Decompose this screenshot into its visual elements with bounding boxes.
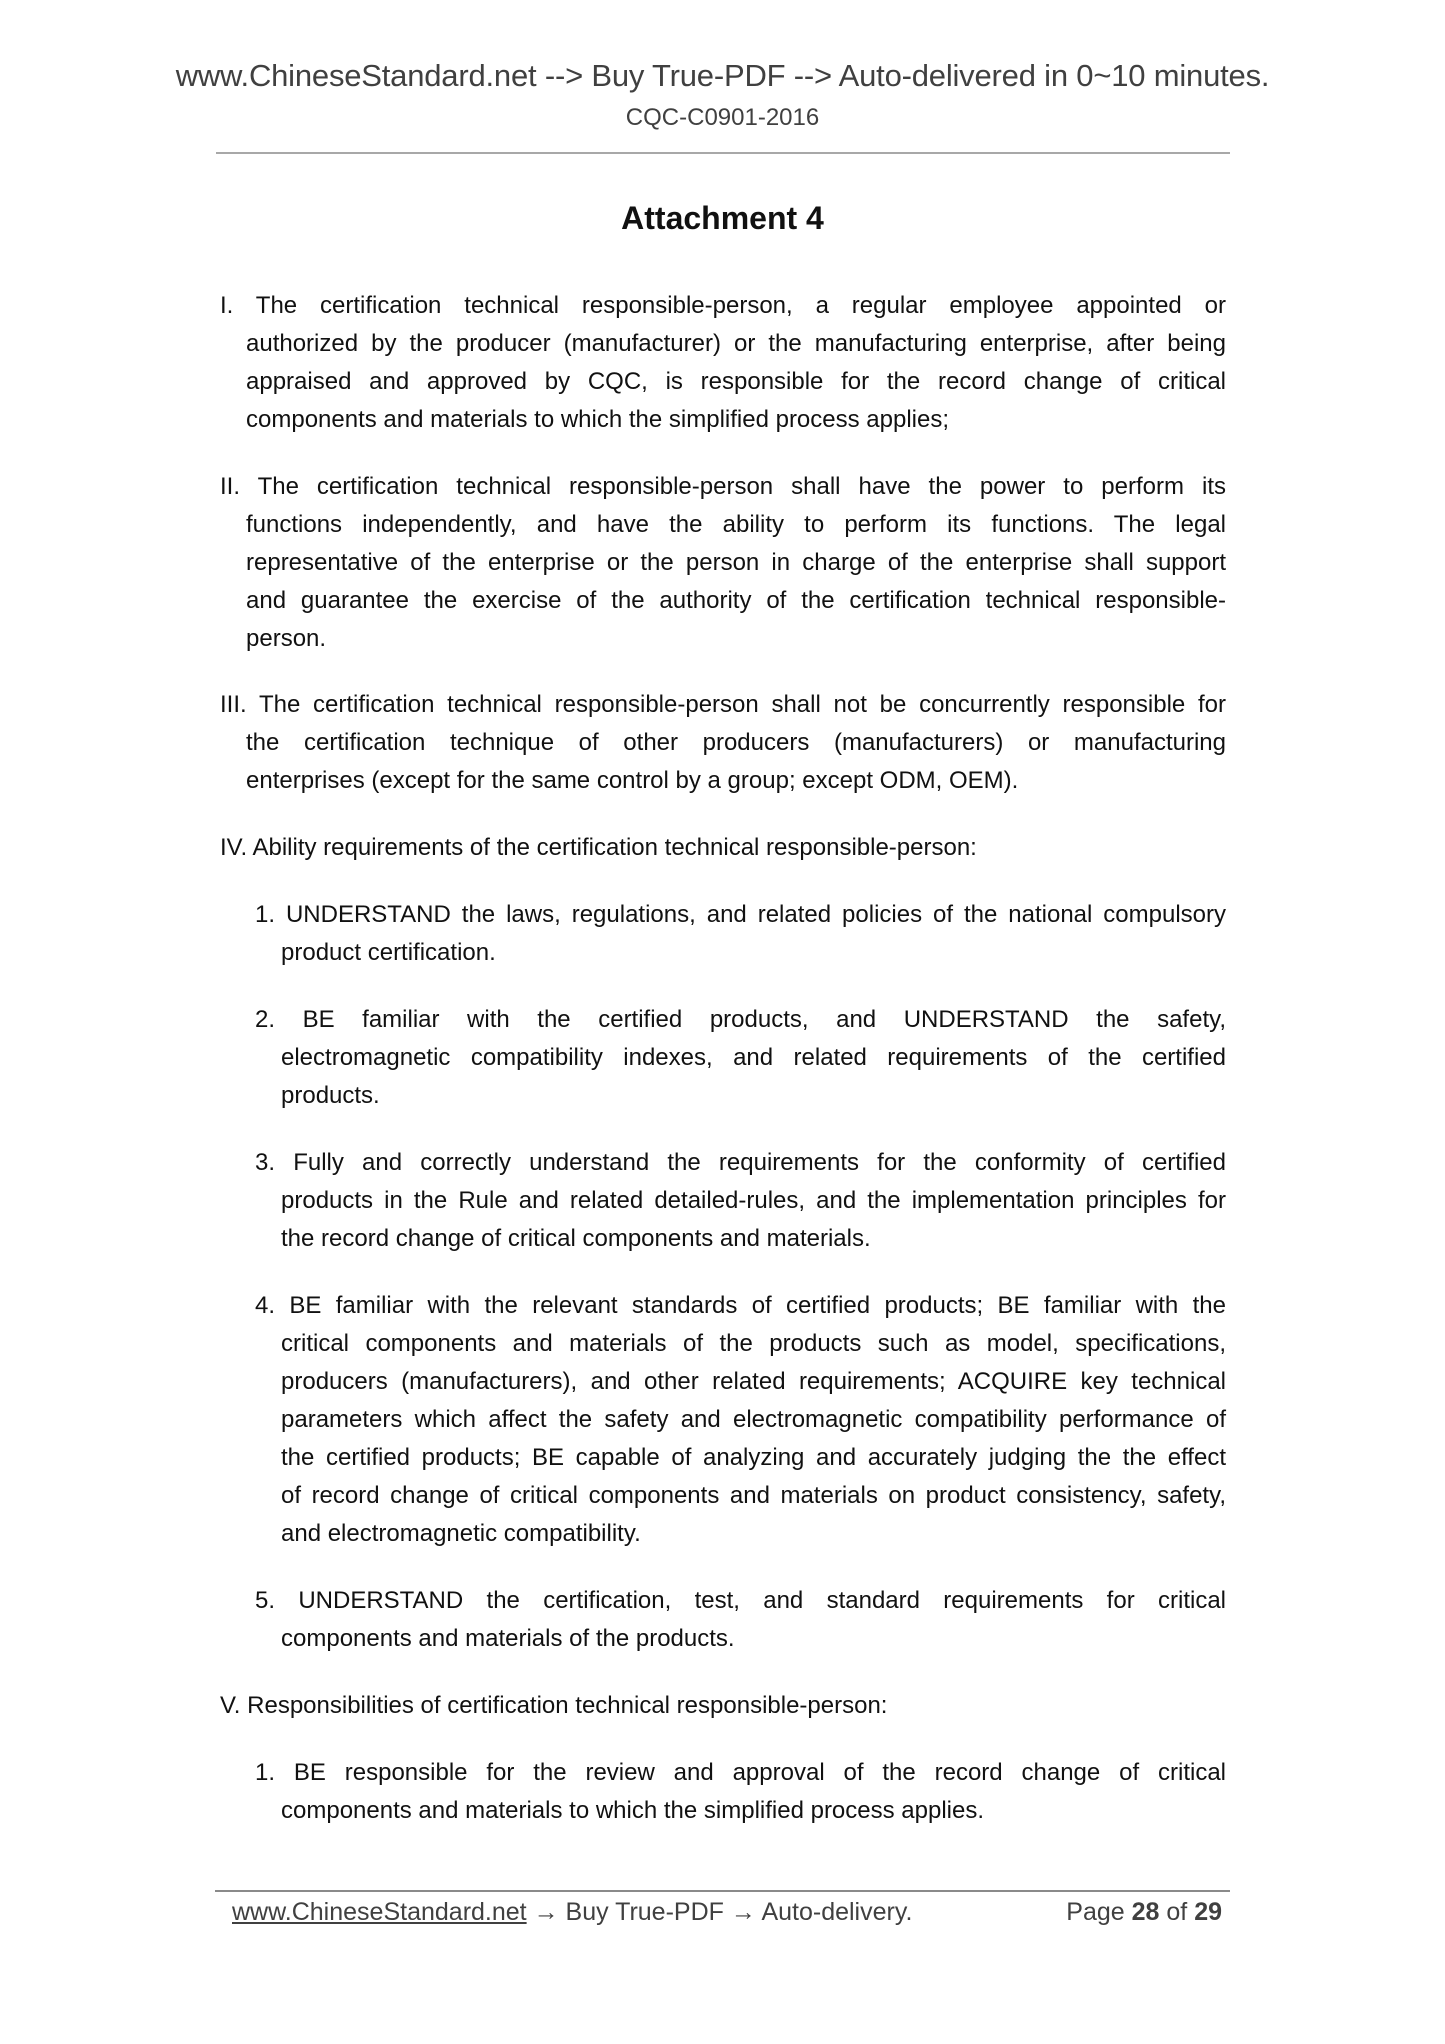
section-line: representative of the enterprise or the person in charge of the enterprise shall support [246, 549, 1226, 576]
header-banner: www.ChineseStandard.net --> Buy True-PDF --> Auto-delivered in 0~10 minutes. [175, 58, 1270, 93]
page-title: Attachment 4 [621, 200, 824, 236]
item-line: producers (manufacturers), and other related requirements; ACQUIRE key technical [281, 1368, 1226, 1395]
section-line: components and materials to which the simplified process applies; [246, 406, 950, 433]
footer-site-link[interactable]: www.ChineseStandard.net [232, 1898, 527, 1926]
page-label: Page [1066, 1898, 1125, 1926]
footer-promo [232, 1898, 912, 1927]
item-line: 5. UNDERSTAND the certification, test, and standard requirements for critical [255, 1587, 1226, 1614]
item-line: 1. UNDERSTAND the laws, regulations, and related policies of the national compulsory [255, 901, 1226, 928]
document-code: CQC-C0901-2016 [625, 104, 820, 131]
item-line: 4. BE familiar with the relevant standards of certified products; BE familiar with the [255, 1292, 1226, 1319]
item-line: electromagnetic compatibility indexes, and related requirements of the certified [281, 1044, 1226, 1071]
section-line: enterprises (except for the same control by a group; except ODM, OEM). [246, 767, 1019, 794]
section-line: the certification technique of other producers (manufacturers) or manufacturing [246, 729, 1226, 756]
item-line: the certified products; BE capable of analyzing and accurately judging the the effect [281, 1444, 1226, 1471]
item-line: products. [281, 1082, 380, 1109]
item-line: critical components and materials of the products such as model, specifications, [281, 1330, 1226, 1357]
item-line: components and materials to which the simplified process applies. [281, 1797, 985, 1824]
section-line: and guarantee the exercise of the authority of the certification technical responsible- [246, 587, 1226, 614]
section-heading: IV. Ability requirements of the certification technical responsible-person: [220, 834, 977, 861]
item-line: parameters which affect the safety and electromagnetic compatibility performance of [281, 1406, 1226, 1433]
arrow-right-icon: → [730, 1898, 756, 1926]
item-line: of record change of critical components and materials on product consistency, safety, [281, 1482, 1226, 1509]
item-line: 3. Fully and correctly understand the requirements for the conformity of certified [255, 1149, 1226, 1176]
item-line: components and materials of the products. [281, 1625, 735, 1652]
arrow-right-icon: → [533, 1898, 559, 1926]
footer-buy-text: Buy True-PDF [565, 1898, 724, 1926]
section-heading: V. Responsibilities of certification technical responsible-person: [220, 1692, 888, 1719]
footer-divider [215, 1890, 1230, 1892]
section-line: authorized by the producer (manufacturer) or the manufacturing enterprise, after being [246, 330, 1226, 357]
section-line: appraised and approved by CQC, is responsible for the record change of critical [246, 368, 1226, 395]
item-line: the record change of critical components and materials. [281, 1225, 871, 1252]
item-line: products in the Rule and related detailed-rules, and the implementation principles for [281, 1187, 1226, 1214]
footer-delivery-text: Auto-delivery. [761, 1898, 913, 1926]
page-total: 29 [1194, 1898, 1222, 1926]
section-line: I. The certification technical responsible-person, a regular employee appointed or [220, 292, 1226, 319]
page-of-label: of [1166, 1898, 1188, 1926]
item-line: 2. BE familiar with the certified products, and UNDERSTAND the safety, [255, 1006, 1226, 1033]
item-line: product certification. [281, 939, 496, 966]
page-number [1040, 1898, 1222, 1927]
section-line: functions independently, and have the ability to perform its functions. The legal [246, 511, 1226, 538]
header-divider [216, 152, 1230, 154]
section-line: III. The certification technical responsible-person shall not be concurrently responsible for [220, 691, 1226, 718]
section-line: person. [246, 625, 327, 652]
item-line: and electromagnetic compatibility. [281, 1520, 641, 1547]
page-current: 28 [1131, 1898, 1160, 1926]
section-line: II. The certification technical responsible-person shall have the power to perform its [220, 473, 1226, 500]
item-line: 1. BE responsible for the review and approval of the record change of critical [255, 1759, 1226, 1786]
